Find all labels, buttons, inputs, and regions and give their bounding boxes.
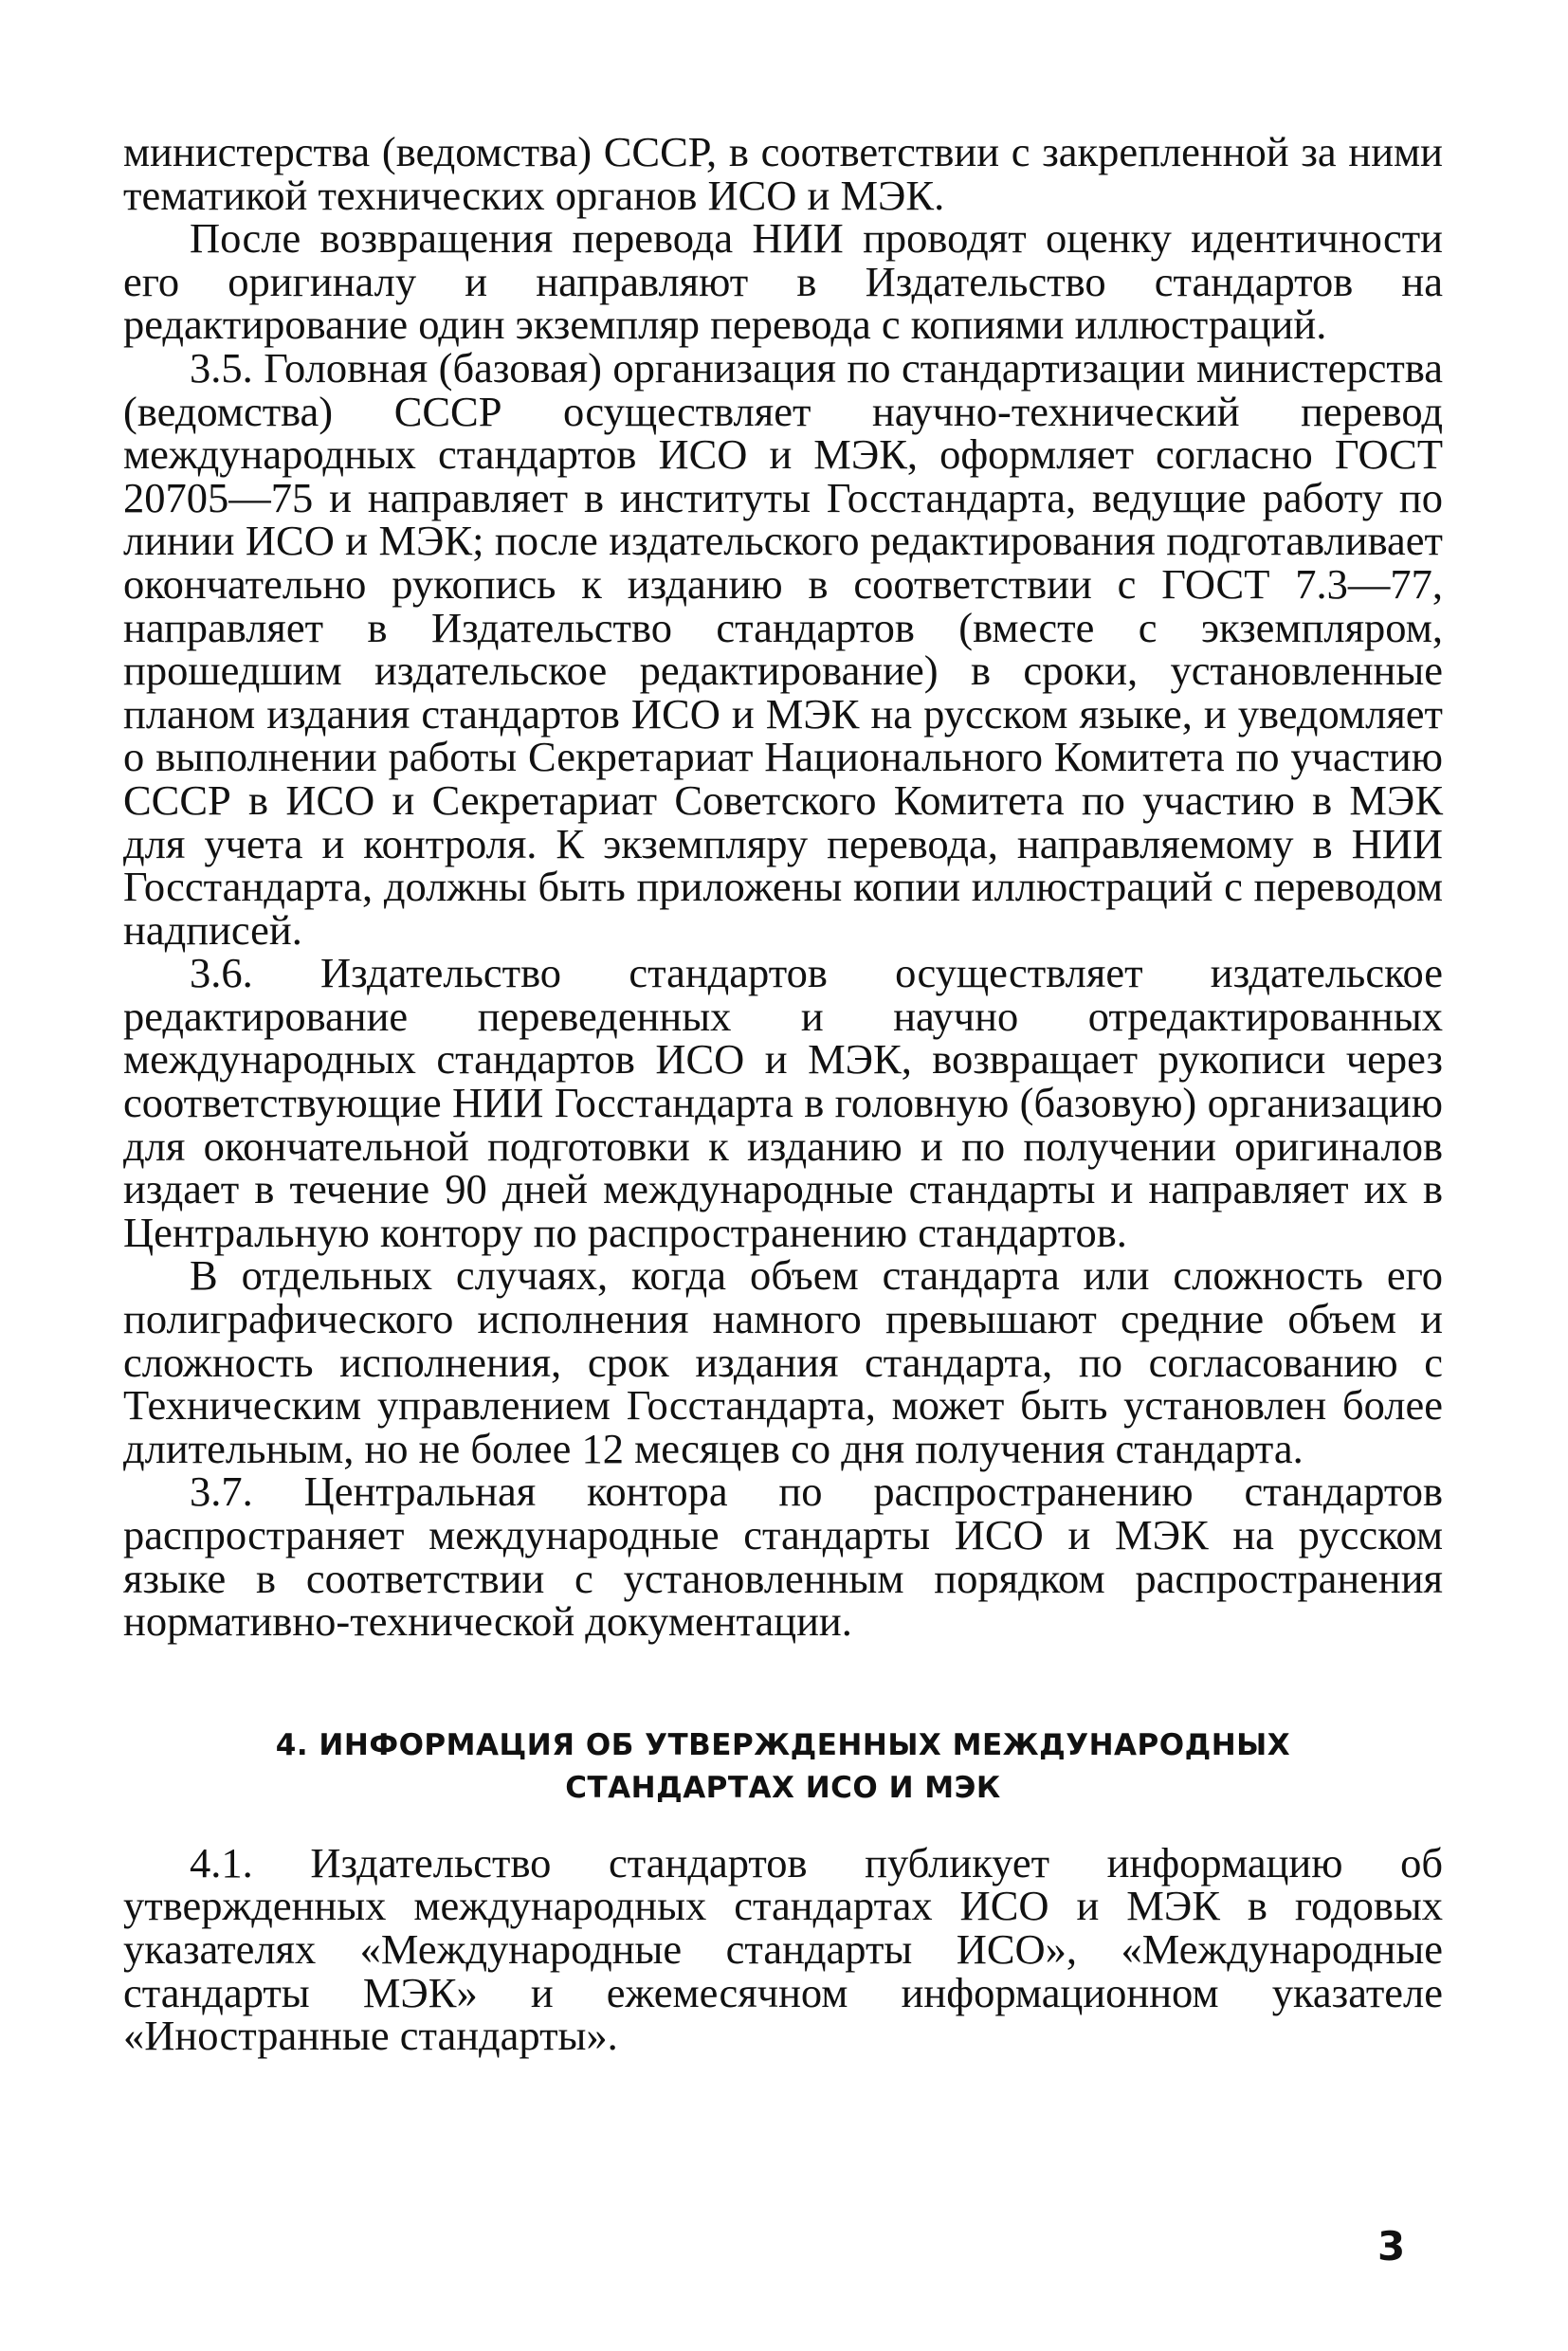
paragraph: 3.5. Головная (базовая) организация по стандартизации министерства (ведомства) СССР осуществляет научно-технический перевод международных стандартов ИСО и МЭК, оформляет согласно ГОСТ 20705—75 и направляет в институты Госстандарта, ведущие работу по линии ИСО и МЭК; после издательского редактирования подготавливает окончательно рукопись к изданию в соответствии с ГОСТ 7.3—77, направляет в Издательство стандартов (вместе с экземпляром, прошедшим издательское редактирование) в сроки, установленные планом издания стандартов ИСО и МЭК на русском языке, и уведомляет о выполнении работы Секретариат Национального Комитета по участию СССР в ИСО и Секретариат Советского Комитета по участию в МЭК для учета и контроля. К экземпляру перевода, направляемому в НИИ Госстандарта, должны быть приложены копии иллюстраций с переводом надписей. — [123, 343, 1443, 954]
paragraph: 3.7. Центральная контора по распространению стандартов распространяет международные стандарты ИСО и МЭК на русском языке в соответствии с установленным порядком распространения нормативно-технической документации. — [123, 1467, 1443, 1646]
paragraph: 4.1. Издательство стандартов публикует информацию об утвержденных международных стандартах ИСО и МЭК в годовых указателях «Международные стандарты ИСО», «Международные стандарты МЭК» и ежемесячном информационном указателе «Иностранные стандарты». — [123, 1838, 1443, 2060]
section-heading-line: 4. ИНФОРМАЦИЯ ОБ УТВЕРЖДЕННЫХ МЕЖДУНАРОДНЫХ — [275, 1727, 1291, 1762]
text-column — [123, 128, 1443, 2060]
section-heading-line: СТАНДАРТАХ ИСО И МЭК — [565, 1770, 1001, 1805]
paragraph: После возвращения перевода НИИ проводят оценку идентичности его оригиналу и направляют в Издательство стандартов на редактирование один экземпляр перевода с копиями иллюстраций. — [123, 214, 1443, 349]
page-number: 3 — [1377, 2223, 1406, 2269]
paragraph: министерства (ведомства) СССР, в соответствии с закрепленной за ними тематикой технических органов ИСО и МЭК. — [123, 128, 1443, 219]
section-heading — [123, 1724, 1443, 1810]
paragraph: 3.6. Издательство стандартов осуществляет издательское редактирование переведенных и научно отредактированных международных стандартов ИСО и МЭК, возвращает рукописи через соответствующие НИИ Госстандарта в головную (базовую) организацию для окончательной подготовки к изданию и по получении оригиналов издает в течение 90 дней международные стандарты и направляет их в Центральную контору по распространению стандартов. — [123, 949, 1443, 1256]
paragraph: В отдельных случаях, когда объем стандарта или сложность его полиграфического исполнения намного превышают средние объем и сложность исполнения, срок издания стандарта, по согласованию с Техническим управлением Госстандарта, может быть установлен более длительным, но не более 12 месяцев со дня получения стандарта. — [123, 1251, 1443, 1472]
